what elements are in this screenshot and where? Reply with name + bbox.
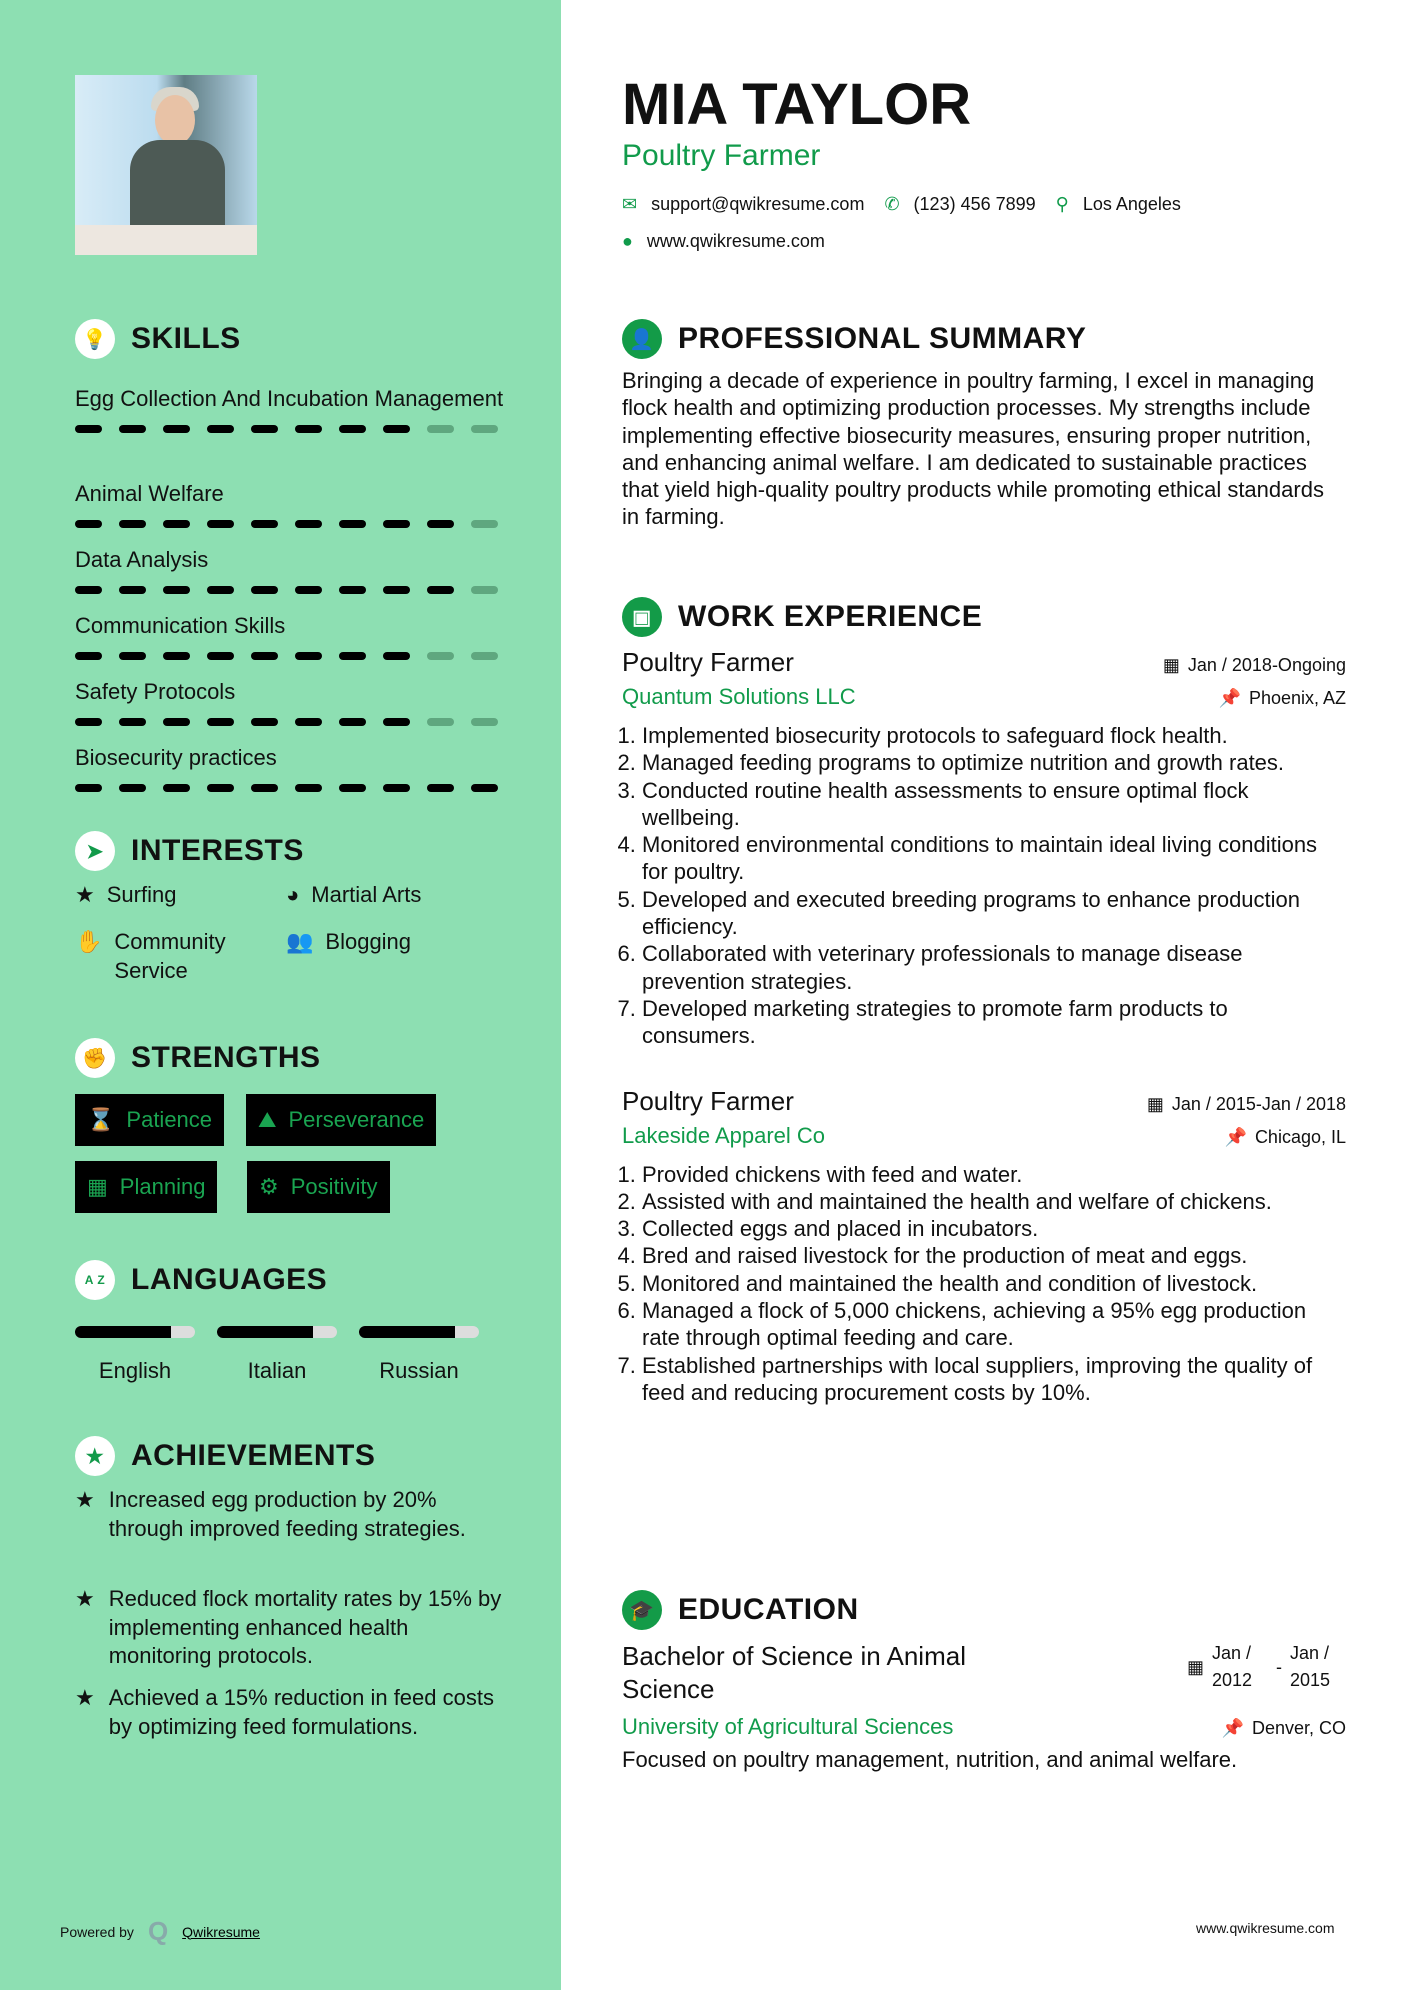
header <box>622 72 1346 252</box>
degree: Bachelor of Science in Animal Science <box>622 1641 966 1704</box>
skills-title: SKILLS <box>131 322 241 355</box>
strengths-heading <box>75 1038 321 1078</box>
strength-badge <box>75 1161 217 1213</box>
languages-heading <box>75 1260 327 1300</box>
start-date: Jan / 2012 <box>1212 1643 1253 1690</box>
qwikresume-logo-icon: Q <box>147 1916 169 1946</box>
rating-dot <box>427 784 454 792</box>
rating-dot <box>295 784 322 792</box>
skill-item <box>75 677 515 726</box>
sidebar <box>0 0 561 1990</box>
rating-dot <box>207 520 234 528</box>
achievement-item <box>75 1684 515 1741</box>
rating-dot <box>207 652 234 660</box>
rating-dot <box>119 520 146 528</box>
globe-icon: ● <box>622 231 633 251</box>
skill-label: Animal Welfare <box>75 481 224 506</box>
rating-dot <box>471 425 498 433</box>
job-bullets <box>622 1161 1346 1407</box>
language-bar <box>75 1326 195 1338</box>
rating-dot <box>207 425 234 433</box>
skills-heading <box>75 319 241 359</box>
school: University of Agricultural Sciences <box>622 1714 954 1739</box>
interest-label: Surfing <box>106 882 177 907</box>
achievement-text: Increased egg production by 20% through improved feeding strategies. <box>108 1487 466 1541</box>
education-desc: Focused on poultry management, nutrition, and animal welfare. <box>622 1747 1238 1772</box>
rating-dot <box>383 520 410 528</box>
job-bullet: 4. Bred and raised livestock for the production of meat and eggs. <box>642 1242 1346 1269</box>
language-level <box>75 1326 171 1338</box>
powered-label: Powered by <box>60 1923 134 1940</box>
job-bullet: 5. Developed and executed breeding programs to enhance production efficiency. <box>642 886 1346 941</box>
skill-item <box>75 479 515 528</box>
rating-dot <box>471 652 498 660</box>
graduate-icon: 🎓 <box>622 1590 662 1630</box>
language-bar <box>359 1326 479 1338</box>
user-icon: 👤 <box>622 319 662 359</box>
end-date: Jan / 2015 <box>1290 1643 1331 1690</box>
rating-dot <box>163 718 190 726</box>
work-section <box>622 597 1346 1406</box>
stars-icon: ★ <box>75 1586 95 1611</box>
rating-dot <box>427 520 454 528</box>
skill-label: Biosecurity practices <box>75 745 277 770</box>
rating-dot <box>75 520 102 528</box>
rating-dot <box>163 652 190 660</box>
strength-label: Planning <box>119 1174 206 1199</box>
map-pin-icon: ⚲ <box>1055 194 1069 214</box>
achievement-item <box>75 1486 515 1543</box>
job-bullet: 2. Managed feeding programs to optimize nutrition and growth rates. <box>642 749 1346 776</box>
rating-dot <box>295 425 322 433</box>
rating-dot <box>471 718 498 726</box>
rating-dot <box>207 586 234 594</box>
rating-dot <box>251 718 278 726</box>
website[interactable]: www.qwikresume.com <box>646 231 825 251</box>
skill-rating <box>75 784 515 792</box>
job-bullet: 1. Provided chickens with feed and water. <box>642 1161 1346 1188</box>
rating-dot <box>383 718 410 726</box>
skill-rating <box>75 718 515 726</box>
language-level <box>217 1326 313 1338</box>
translate-icon: A Z <box>75 1260 115 1300</box>
interest-label: Community Service <box>114 929 226 983</box>
rating-dot <box>119 718 146 726</box>
rating-dot <box>471 586 498 594</box>
profile-photo <box>75 75 257 255</box>
job-title: Poultry Farmer <box>622 1085 794 1116</box>
candidate-title: Poultry Farmer <box>622 139 821 172</box>
job-entry <box>622 1086 1346 1407</box>
star-badge-icon: ★ <box>75 1436 115 1476</box>
language-item <box>217 1326 337 1384</box>
achievements-heading <box>75 1436 375 1476</box>
rating-dot <box>75 586 102 594</box>
job-title: Poultry Farmer <box>622 647 794 677</box>
language-item <box>359 1326 479 1384</box>
language-level <box>359 1326 455 1338</box>
rating-dot <box>295 586 322 594</box>
rating-dot <box>207 784 234 792</box>
interest-item <box>75 880 275 909</box>
rating-dot <box>119 586 146 594</box>
powered-by <box>60 1916 260 1947</box>
strength-badge <box>246 1094 436 1146</box>
summary-section <box>622 319 1346 531</box>
rating-dot <box>163 520 190 528</box>
pin-icon: 📌 <box>1224 1126 1247 1147</box>
envelope-icon: ✉ <box>622 194 638 214</box>
rating-dot <box>427 718 454 726</box>
rating-dot <box>383 784 410 792</box>
skill-label: Communication Skills <box>75 613 286 638</box>
interest-item <box>286 880 516 909</box>
job-date: Jan / 2018-Ongoing <box>1187 655 1346 675</box>
rating-dot <box>339 425 366 433</box>
rating-dot <box>251 520 278 528</box>
interest-item <box>286 927 516 956</box>
achievements-title: ACHIEVEMENTS <box>131 1439 376 1472</box>
education-section <box>622 1590 1346 1773</box>
hand-icon: ✋ <box>75 929 103 954</box>
education-location: Denver, CO <box>1251 1718 1346 1738</box>
rating-dot <box>75 425 102 433</box>
rating-dot <box>383 425 410 433</box>
language-item <box>75 1326 195 1384</box>
language-bar <box>217 1326 337 1338</box>
rating-dot <box>295 718 322 726</box>
paper-plane-icon: ➤ <box>75 831 115 871</box>
job-entry <box>622 647 1346 1050</box>
candidate-name: MIA TAYLOR <box>622 72 972 137</box>
job-bullets <box>622 722 1346 1050</box>
language-label: English <box>98 1358 172 1383</box>
skill-item <box>75 743 515 792</box>
job-bullet: 3. Collected eggs and placed in incubators. <box>642 1215 1346 1242</box>
rating-dot <box>339 520 366 528</box>
fist-icon: ✊ <box>75 1038 115 1078</box>
rating-dot <box>339 652 366 660</box>
footer-website[interactable]: www.qwikresume.com <box>1196 1920 1335 1936</box>
strengths-title: STRENGTHS <box>131 1041 321 1074</box>
pin-icon: 📌 <box>1221 1718 1244 1738</box>
job-location: Chicago, IL <box>1254 1126 1346 1147</box>
skill-label: Data Analysis <box>75 547 209 572</box>
job-bullet: 1. Implemented biosecurity protocols to safeguard flock health. <box>642 722 1346 749</box>
pin-icon: 📌 <box>1218 688 1241 708</box>
calendar-icon: ▦ <box>1186 1656 1204 1677</box>
strength-badge <box>247 1161 390 1213</box>
job-bullet: 2. Assisted with and maintained the health and welfare of chickens. <box>642 1188 1346 1215</box>
company: Quantum Solutions LLC <box>622 684 856 709</box>
rating-dot <box>119 784 146 792</box>
stars-icon: ★ <box>75 1487 95 1512</box>
skill-item <box>75 545 515 594</box>
contact-row <box>622 194 1346 215</box>
rating-dot <box>339 718 366 726</box>
interests-heading <box>75 831 304 871</box>
rating-dot <box>75 652 102 660</box>
stars-icon: ★ <box>75 1685 95 1710</box>
rating-dot <box>339 586 366 594</box>
rating-dot <box>163 784 190 792</box>
hourglass-icon: ⌛ <box>87 1107 115 1132</box>
education-title: EDUCATION <box>678 1593 859 1626</box>
calendar-icon: ▦ <box>87 1174 108 1199</box>
rating-dot <box>427 586 454 594</box>
skill-item <box>75 384 515 433</box>
job-bullet: 4. Monitored environmental conditions to maintain ideal living conditions for poultry. <box>642 831 1346 886</box>
work-title: WORK EXPERIENCE <box>678 600 983 633</box>
skill-label: Egg Collection And Incubation Management <box>75 386 504 411</box>
email[interactable]: support@qwikresume.com <box>651 194 865 214</box>
rating-dot <box>163 425 190 433</box>
job-bullet: 3. Conducted routine health assessments to ensure optimal flock wellbeing. <box>642 777 1346 832</box>
phone: (123) 456 7899 <box>913 194 1036 214</box>
interest-label: Blogging <box>325 929 412 954</box>
rating-dot <box>251 586 278 594</box>
achievement-text: Reduced flock mortality rates by 15% by implementing enhanced health monitoring protocols. <box>108 1586 502 1668</box>
interest-label: Martial Arts <box>311 882 422 907</box>
rating-dot <box>427 652 454 660</box>
briefcase-icon: ▣ <box>622 597 662 637</box>
skill-rating <box>75 425 515 433</box>
language-label: Russian <box>379 1358 459 1383</box>
interests-title: INTERESTS <box>131 834 304 867</box>
interest-item <box>75 927 255 985</box>
company: Lakeside Apparel Co <box>622 1122 826 1148</box>
education-dates: ▦ Jan / 2012 - Jan / 2015 <box>1187 1640 1346 1694</box>
rating-dot <box>471 784 498 792</box>
calendar-icon: ▦ <box>1162 655 1180 675</box>
qwikresume-link[interactable]: Qwikresume <box>182 1923 260 1940</box>
summary-title: PROFESSIONAL SUMMARY <box>678 322 1087 355</box>
rating-dot <box>251 652 278 660</box>
rating-dot <box>75 718 102 726</box>
skill-label: Safety Protocols <box>75 679 236 704</box>
skill-item <box>75 611 515 660</box>
languages-title: LANGUAGES <box>131 1263 328 1296</box>
summary-text: Bringing a decade of experience in poultry farming, I excel in managing flock health and optimizing production processes. My strengths include implementing effective biosecurity measures, ensuring proper nutrition, and enhancing animal welfare. I am dedicated to sustainable practices that yield high-quality poultry products while promoting ethical standards in farming. <box>622 368 1324 530</box>
job-location: Phoenix, AZ <box>1248 688 1346 708</box>
job-bullet: 7. Established partnerships with local suppliers, improving the quality of feed and reducing procurement costs by 10%. <box>642 1352 1346 1407</box>
rating-dot <box>295 652 322 660</box>
rating-dot <box>427 425 454 433</box>
skill-rating <box>75 520 515 528</box>
job-bullet: 6. Collaborated with veterinary professionals to manage disease prevention strategies. <box>642 940 1346 995</box>
gear-icon: ⚙ <box>259 1174 279 1199</box>
road-icon: ⛰ <box>258 1107 277 1132</box>
job-bullet: 6. Managed a flock of 5,000 chickens, achieving a 95% egg production rate through optimal feeding and care. <box>642 1297 1346 1352</box>
rating-dot <box>383 586 410 594</box>
achievement-text: Achieved a 15% reduction in feed costs by optimizing feed formulations. <box>108 1685 494 1739</box>
job-date: Jan / 2015-Jan / 2018 <box>1171 1093 1346 1114</box>
rating-dot <box>383 652 410 660</box>
skill-rating <box>75 652 515 660</box>
strength-badge <box>75 1094 224 1146</box>
calendar-icon: ▦ <box>1146 1093 1164 1114</box>
rating-dot <box>251 425 278 433</box>
strength-label: Positivity <box>290 1174 378 1199</box>
strength-label: Perseverance <box>288 1107 425 1132</box>
users-icon: 👥 <box>286 929 314 954</box>
star-icon: ★ <box>75 882 95 907</box>
lightbulb-icon: 💡 <box>75 319 115 359</box>
job-bullet: 5. Monitored and maintained the health and condition of livestock. <box>642 1270 1346 1297</box>
website-row <box>622 231 1346 252</box>
language-label: Italian <box>247 1358 307 1383</box>
globe-icon: ◕ <box>286 882 300 907</box>
rating-dot <box>251 784 278 792</box>
rating-dot <box>119 652 146 660</box>
location: Los Angeles <box>1082 194 1181 214</box>
rating-dot <box>471 520 498 528</box>
rating-dot <box>75 784 102 792</box>
rating-dot <box>295 520 322 528</box>
phone-icon: ✆ <box>884 194 900 214</box>
rating-dot <box>207 718 234 726</box>
rating-dot <box>339 784 366 792</box>
achievement-item <box>75 1585 515 1671</box>
rating-dot <box>163 586 190 594</box>
strength-label: Patience <box>126 1107 213 1132</box>
rating-dot <box>119 425 146 433</box>
job-bullet: 7. Developed marketing strategies to promote farm products to consumers. <box>642 995 1346 1050</box>
skill-rating <box>75 586 515 594</box>
